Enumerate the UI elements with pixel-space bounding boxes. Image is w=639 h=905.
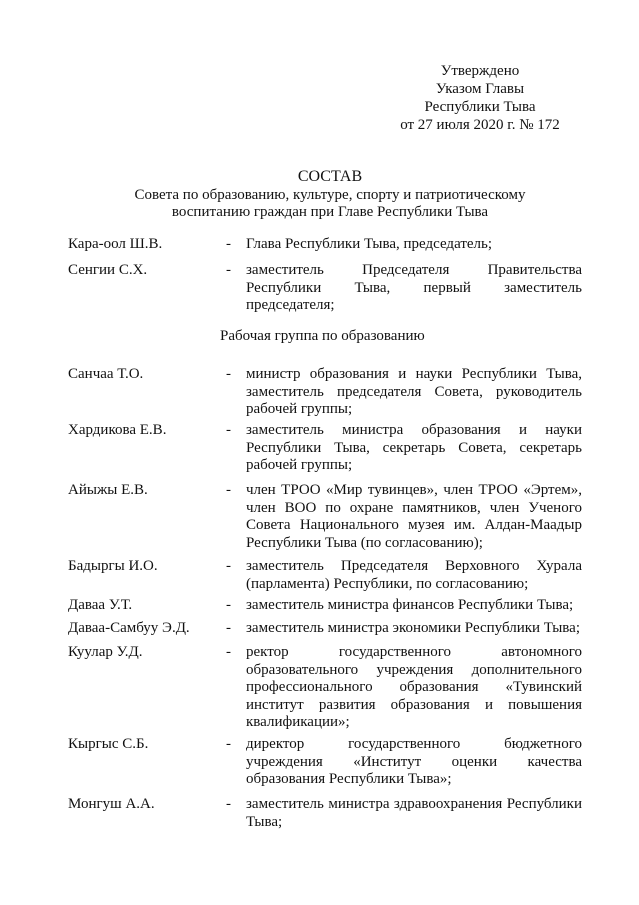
document-title: [60, 168, 600, 221]
member-name: Кыргыс С.Б.: [68, 736, 149, 752]
member-name: Даваа-Самбуу Э.Д.: [68, 620, 190, 636]
title-heading: СОСТАВ: [297, 168, 363, 185]
approval-line-2: Указом Главы: [435, 81, 525, 97]
member-name: Сенгии С.Х.: [68, 262, 148, 278]
member-position: Глава Республики Тыва, председатель;: [246, 236, 493, 252]
member-position: министр образования и науки Республики Тыва, заместитель председателя Совета, руководитель рабочей группы;: [246, 366, 582, 417]
member-dash: -: [226, 620, 231, 636]
member-row: [68, 422, 582, 475]
member-row: [68, 366, 582, 419]
member-name: Бадыргы И.О.: [68, 558, 158, 574]
member-row: [68, 736, 582, 789]
member-dash: -: [226, 644, 231, 660]
member-row: [68, 558, 582, 593]
member-name: Санчаа Т.О.: [68, 366, 144, 382]
approval-line-3: Республики Тыва: [424, 99, 536, 115]
member-name: Хардикова Е.В.: [68, 422, 167, 438]
approval-line-4: от 27 июля 2020 г. № 172: [400, 117, 560, 133]
title-line-2: воспитанию граждан при Главе Республики Тыва: [171, 204, 489, 220]
member-row: [68, 597, 582, 615]
member-dash: -: [226, 558, 231, 574]
member-row: [68, 620, 582, 638]
member-name: Монгуш А.А.: [68, 796, 155, 812]
member-position: ректор государственного автономного образовательного учреждения дополнительного профессионального образования «Тувинский институт развития образования и повышения квалификации»;: [246, 644, 582, 730]
approval-stamp: [380, 62, 580, 134]
member-name: Даваа У.Т.: [68, 597, 133, 613]
member-name: Кара-оол Ш.В.: [68, 236, 163, 252]
member-position: заместитель Председателя Верховного Хурала (парламента) Республики, по согласованию;: [246, 558, 582, 592]
title-line-1: Совета по образованию, культуре, спорту и патриотическому: [134, 187, 526, 203]
member-dash: -: [226, 262, 231, 278]
member-row: [68, 796, 582, 831]
member-dash: -: [226, 422, 231, 438]
member-dash: -: [226, 796, 231, 812]
working-group-heading: Рабочая группа по образованию: [220, 328, 425, 344]
approval-line-1: Утверждено: [440, 63, 520, 79]
member-position: заместитель министра экономики Республики Тыва;: [246, 620, 581, 636]
member-dash: -: [226, 597, 231, 613]
member-dash: -: [226, 482, 231, 498]
member-name: Куулар У.Д.: [68, 644, 143, 660]
member-position: заместитель министра образования и науки Республики Тыва, секретарь Совета, секретарь рабочей группы;: [246, 422, 582, 473]
member-position: заместитель министра финансов Республики Тыва;: [246, 597, 574, 613]
member-row: [68, 262, 582, 315]
member-position: заместитель Председателя Правительства Республики Тыва, первый заместитель председателя;: [246, 262, 582, 313]
member-dash: -: [226, 366, 231, 382]
member-dash: -: [226, 736, 231, 752]
member-row: [68, 236, 582, 254]
member-position: директор государственного бюджетного учреждения «Институт оценки качества образования Республики Тыва»;: [246, 736, 582, 787]
member-name: Айыжы Е.В.: [68, 482, 148, 498]
member-dash: -: [226, 236, 231, 252]
member-row: [68, 644, 582, 732]
member-position: член ТРОО «Мир тувинцев», член ТРОО «Эртем», член ВОО по охране памятников, член Ученого Совета Национального музея им. Алдан-Маадыр Республики Тыва (по согласованию);: [246, 482, 582, 551]
member-position: заместитель министра здравоохранения Республики Тыва;: [246, 796, 582, 830]
member-row: [68, 482, 582, 552]
